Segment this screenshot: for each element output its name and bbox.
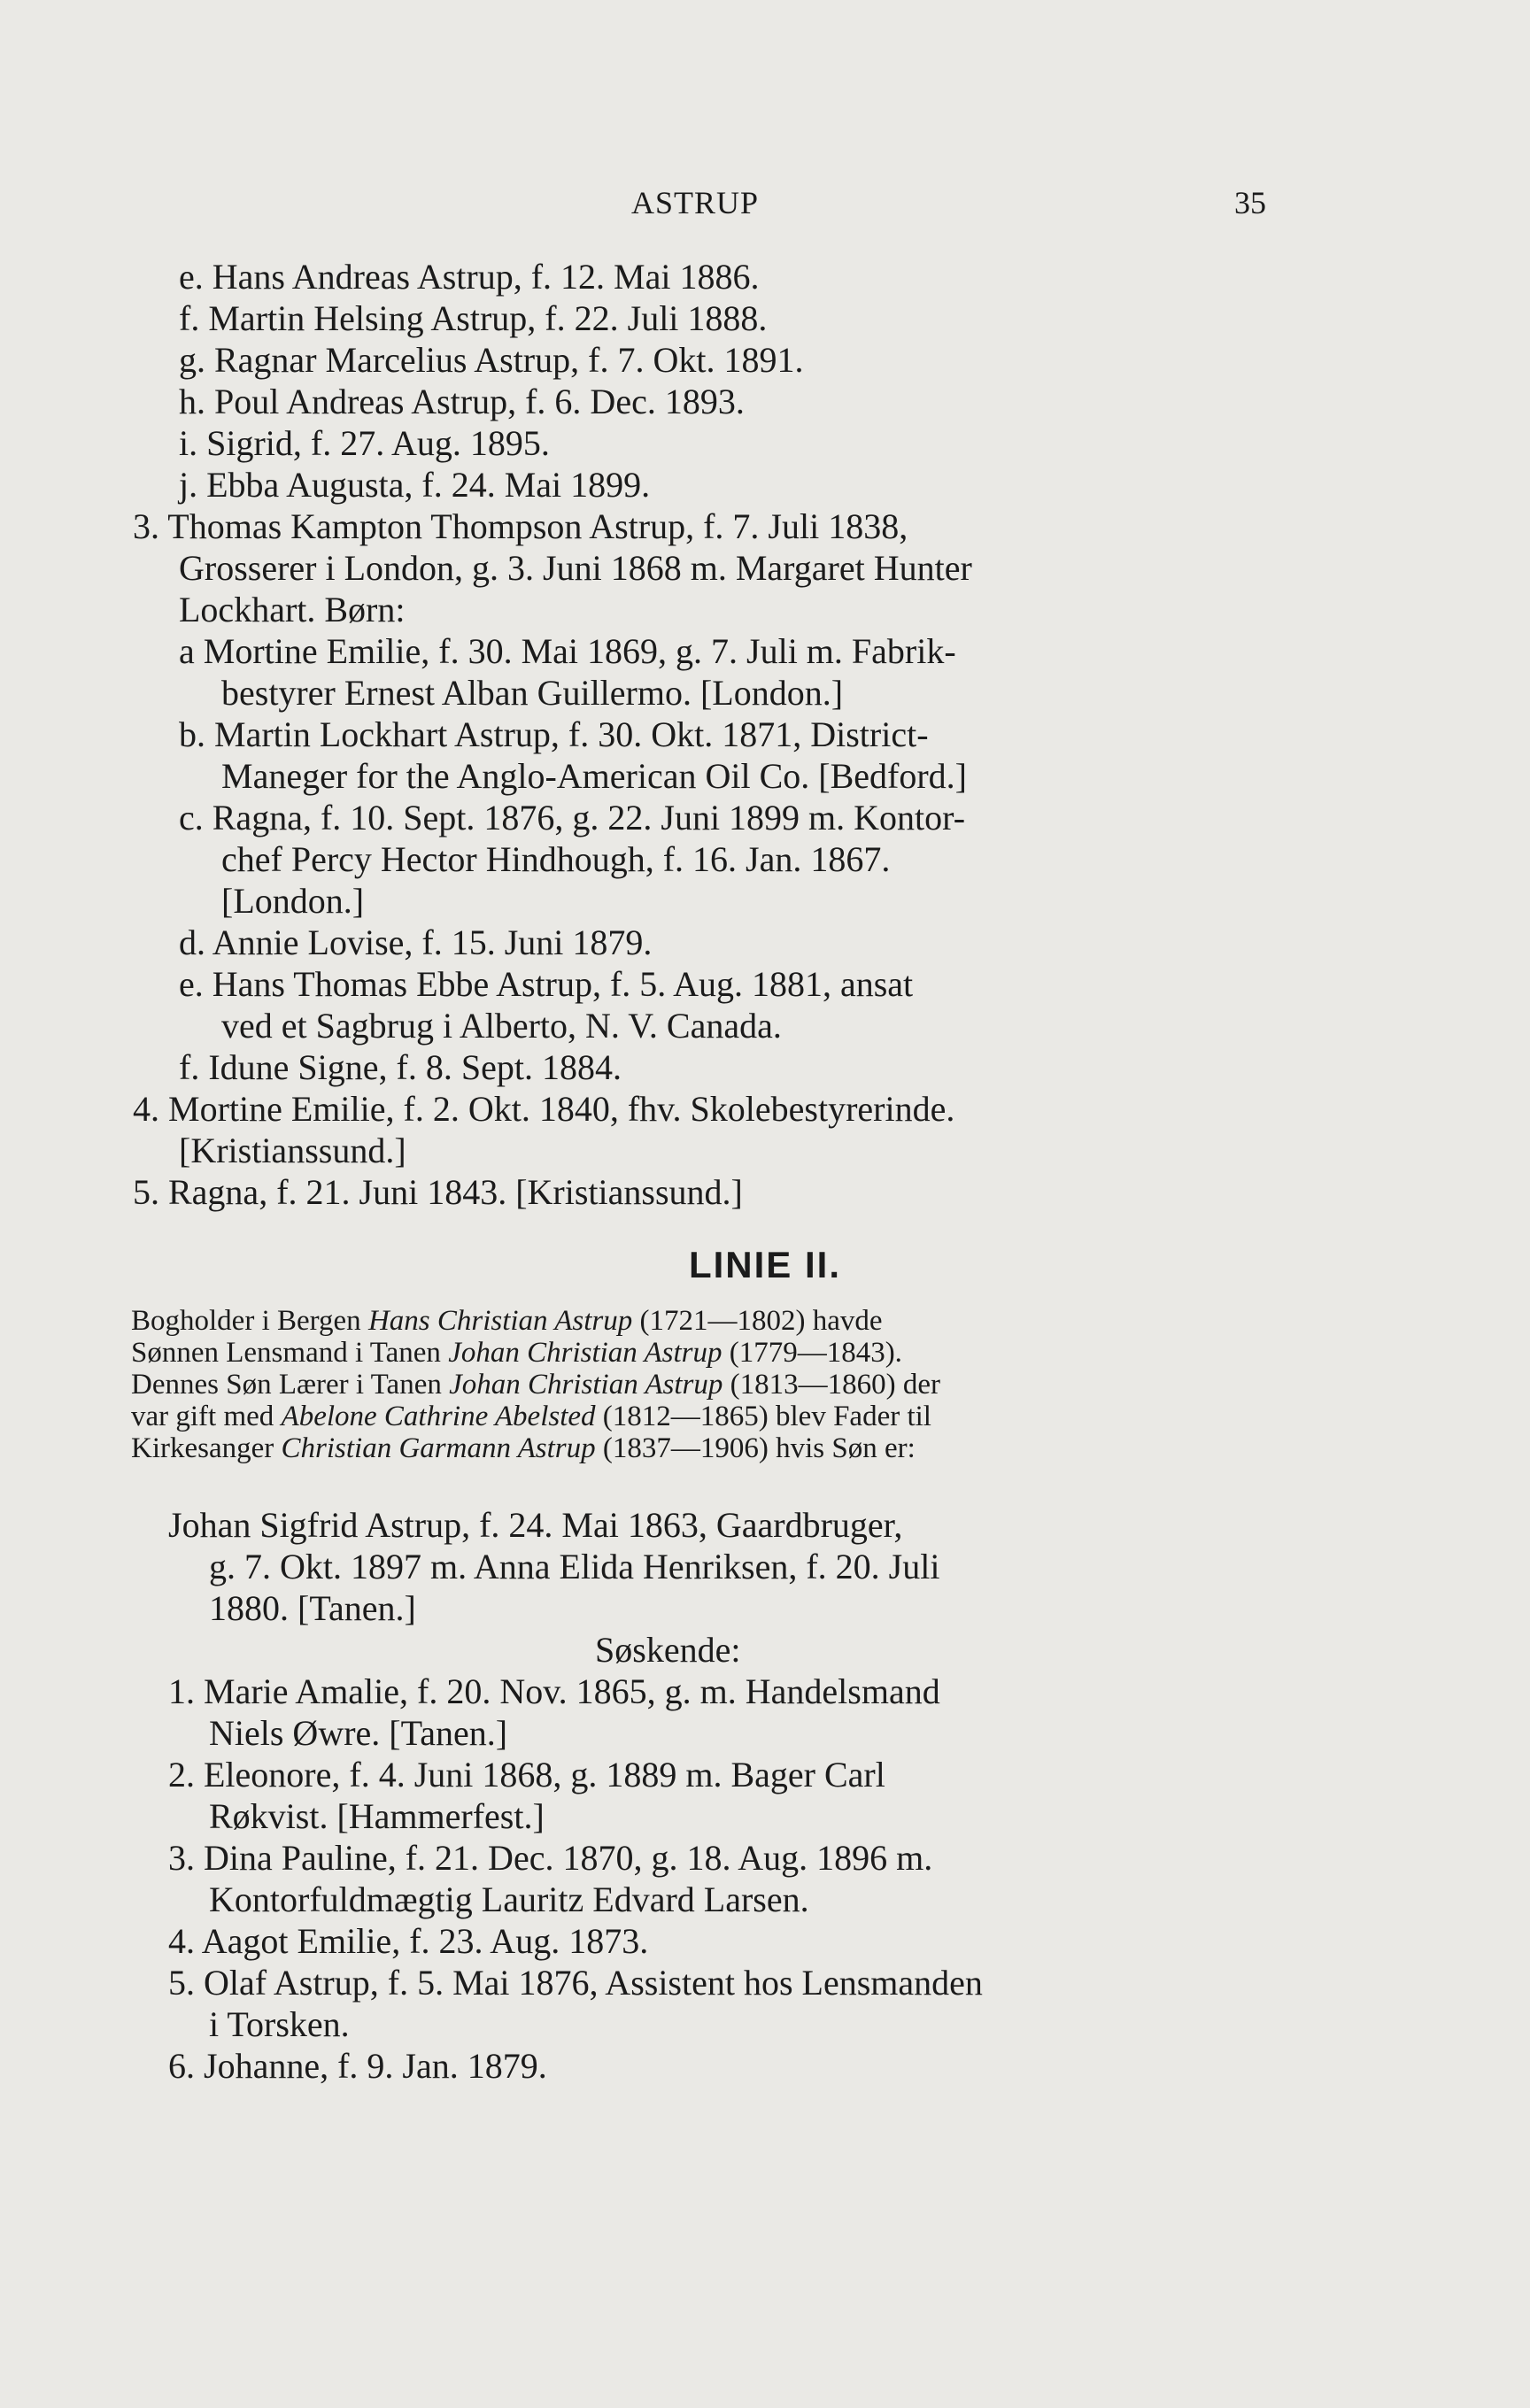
intro-line: Sønnen Lensmand i Tanen Johan Christian Astrup (1779—1843). [131,1337,902,1369]
entry-line: i. Sigrid, f. 27. Aug. 1895. [179,423,550,463]
entry-line: 4. Mortine Emilie, f. 2. Okt. 1840, fhv. Skolebestyrerinde. [133,1089,955,1129]
entry-line: d. Annie Lovise, f. 15. Juni 1879. [179,922,653,962]
page-number: 35 [1234,185,1266,220]
entry-line: [London.] [221,881,365,921]
intro-name: Johan Christian Astrup [449,1369,723,1401]
intro-name: Abelone Cathrine Abelsted [281,1401,596,1432]
running-header [124,184,1266,228]
entry-line: chef Percy Hector Hindhough, f. 16. Jan. 1867. [221,839,891,879]
entry-line: 4. Aagot Emilie, f. 23. Aug. 1873. [168,1921,649,1961]
entry-line: 1. Marie Amalie, f. 20. Nov. 1865, g. m. Handelsmand [168,1671,940,1711]
entry-line: 1880. [Tanen.] [209,1588,416,1628]
intro-line: var gift med Abelone Cathrine Abelsted (1812—1865) blev Fader til [131,1401,931,1432]
entry-line: 6. Johanne, f. 9. Jan. 1879. [168,2046,547,2086]
entry-line: e. Hans Andreas Astrup, f. 12. Mai 1886. [179,257,760,297]
entry-line: 3. Dina Pauline, f. 21. Dec. 1870, g. 18. Aug. 1896 m. [168,1838,933,1878]
intro-line: Kirkesanger Christian Garmann Astrup (1837—1906) hvis Søn er: [131,1432,916,1464]
intro-name: Christian Garmann Astrup [281,1432,596,1464]
entry-line: f. Martin Helsing Astrup, f. 22. Juli 1888. [179,298,768,338]
entry-line: j. Ebba Augusta, f. 24. Mai 1899. [179,465,651,505]
entry-line: Lockhart. Børn: [179,590,406,629]
entry-line: i Torsken. [209,2004,350,2044]
entry-line: 5. Olaf Astrup, f. 5. Mai 1876, Assistent hos Lensmanden [168,1963,983,2003]
entry-line: g. Ragnar Marcelius Astrup, f. 7. Okt. 1891. [179,340,804,380]
entry-line: Maneger for the Anglo-American Oil Co. [Bedford.] [221,756,967,796]
entry-line: 5. Ragna, f. 21. Juni 1843. [Kristianssund.] [133,1172,743,1212]
running-title: ASTRUP [630,185,760,220]
entry-line: g. 7. Okt. 1897 m. Anna Elida Henriksen, f. 20. Juli [209,1547,940,1586]
entry-line: Røkvist. [Hammerfest.] [209,1796,545,1836]
entry-line: c. Ragna, f. 10. Sept. 1876, g. 22. Juni 1899 m. Kontor- [179,798,966,837]
entry-line: Grosserer i London, g. 3. Juni 1868 m. Margaret Hunter [179,548,972,588]
intro-line: Dennes Søn Lærer i Tanen Johan Christian Astrup (1813—1860) der [131,1369,940,1401]
entry-line: h. Poul Andreas Astrup, f. 6. Dec. 1893. [179,382,745,421]
intro-line: Bogholder i Bergen Hans Christian Astrup (1721—1802) havde [131,1305,883,1337]
entry-line: ved et Sagbrug i Alberto, N. V. Canada. [221,1006,782,1046]
subheading-soskende: Søskende: [595,1630,741,1670]
entry-line: Niels Øwre. [Tanen.] [209,1713,508,1753]
section-heading: LINIE II. [688,1244,841,1285]
entry-line: f. Idune Signe, f. 8. Sept. 1884. [179,1047,622,1087]
entry-line: Johan Sigfrid Astrup, f. 24. Mai 1863, Gaardbruger, [168,1505,903,1545]
entry-line: a Mortine Emilie, f. 30. Mai 1869, g. 7. Juli m. Fabrik- [179,631,956,671]
entry-line: b. Martin Lockhart Astrup, f. 30. Okt. 1871, District- [179,714,929,754]
entry-line: [Kristianssund.] [179,1131,406,1170]
intro-name: Hans Christian Astrup [367,1305,633,1337]
entry-line: 2. Eleonore, f. 4. Juni 1868, g. 1889 m. Bager Carl [168,1755,885,1794]
entry-line: bestyrer Ernest Alban Guillermo. [London.] [221,673,844,713]
entry-line: Kontorfuldmægtig Lauritz Edvard Larsen. [209,1879,809,1919]
entry-line: e. Hans Thomas Ebbe Astrup, f. 5. Aug. 1881, ansat [179,964,914,1004]
entry-line: 3. Thomas Kampton Thompson Astrup, f. 7. Juli 1838, [133,506,908,546]
intro-name: Johan Christian Astrup [448,1337,722,1369]
